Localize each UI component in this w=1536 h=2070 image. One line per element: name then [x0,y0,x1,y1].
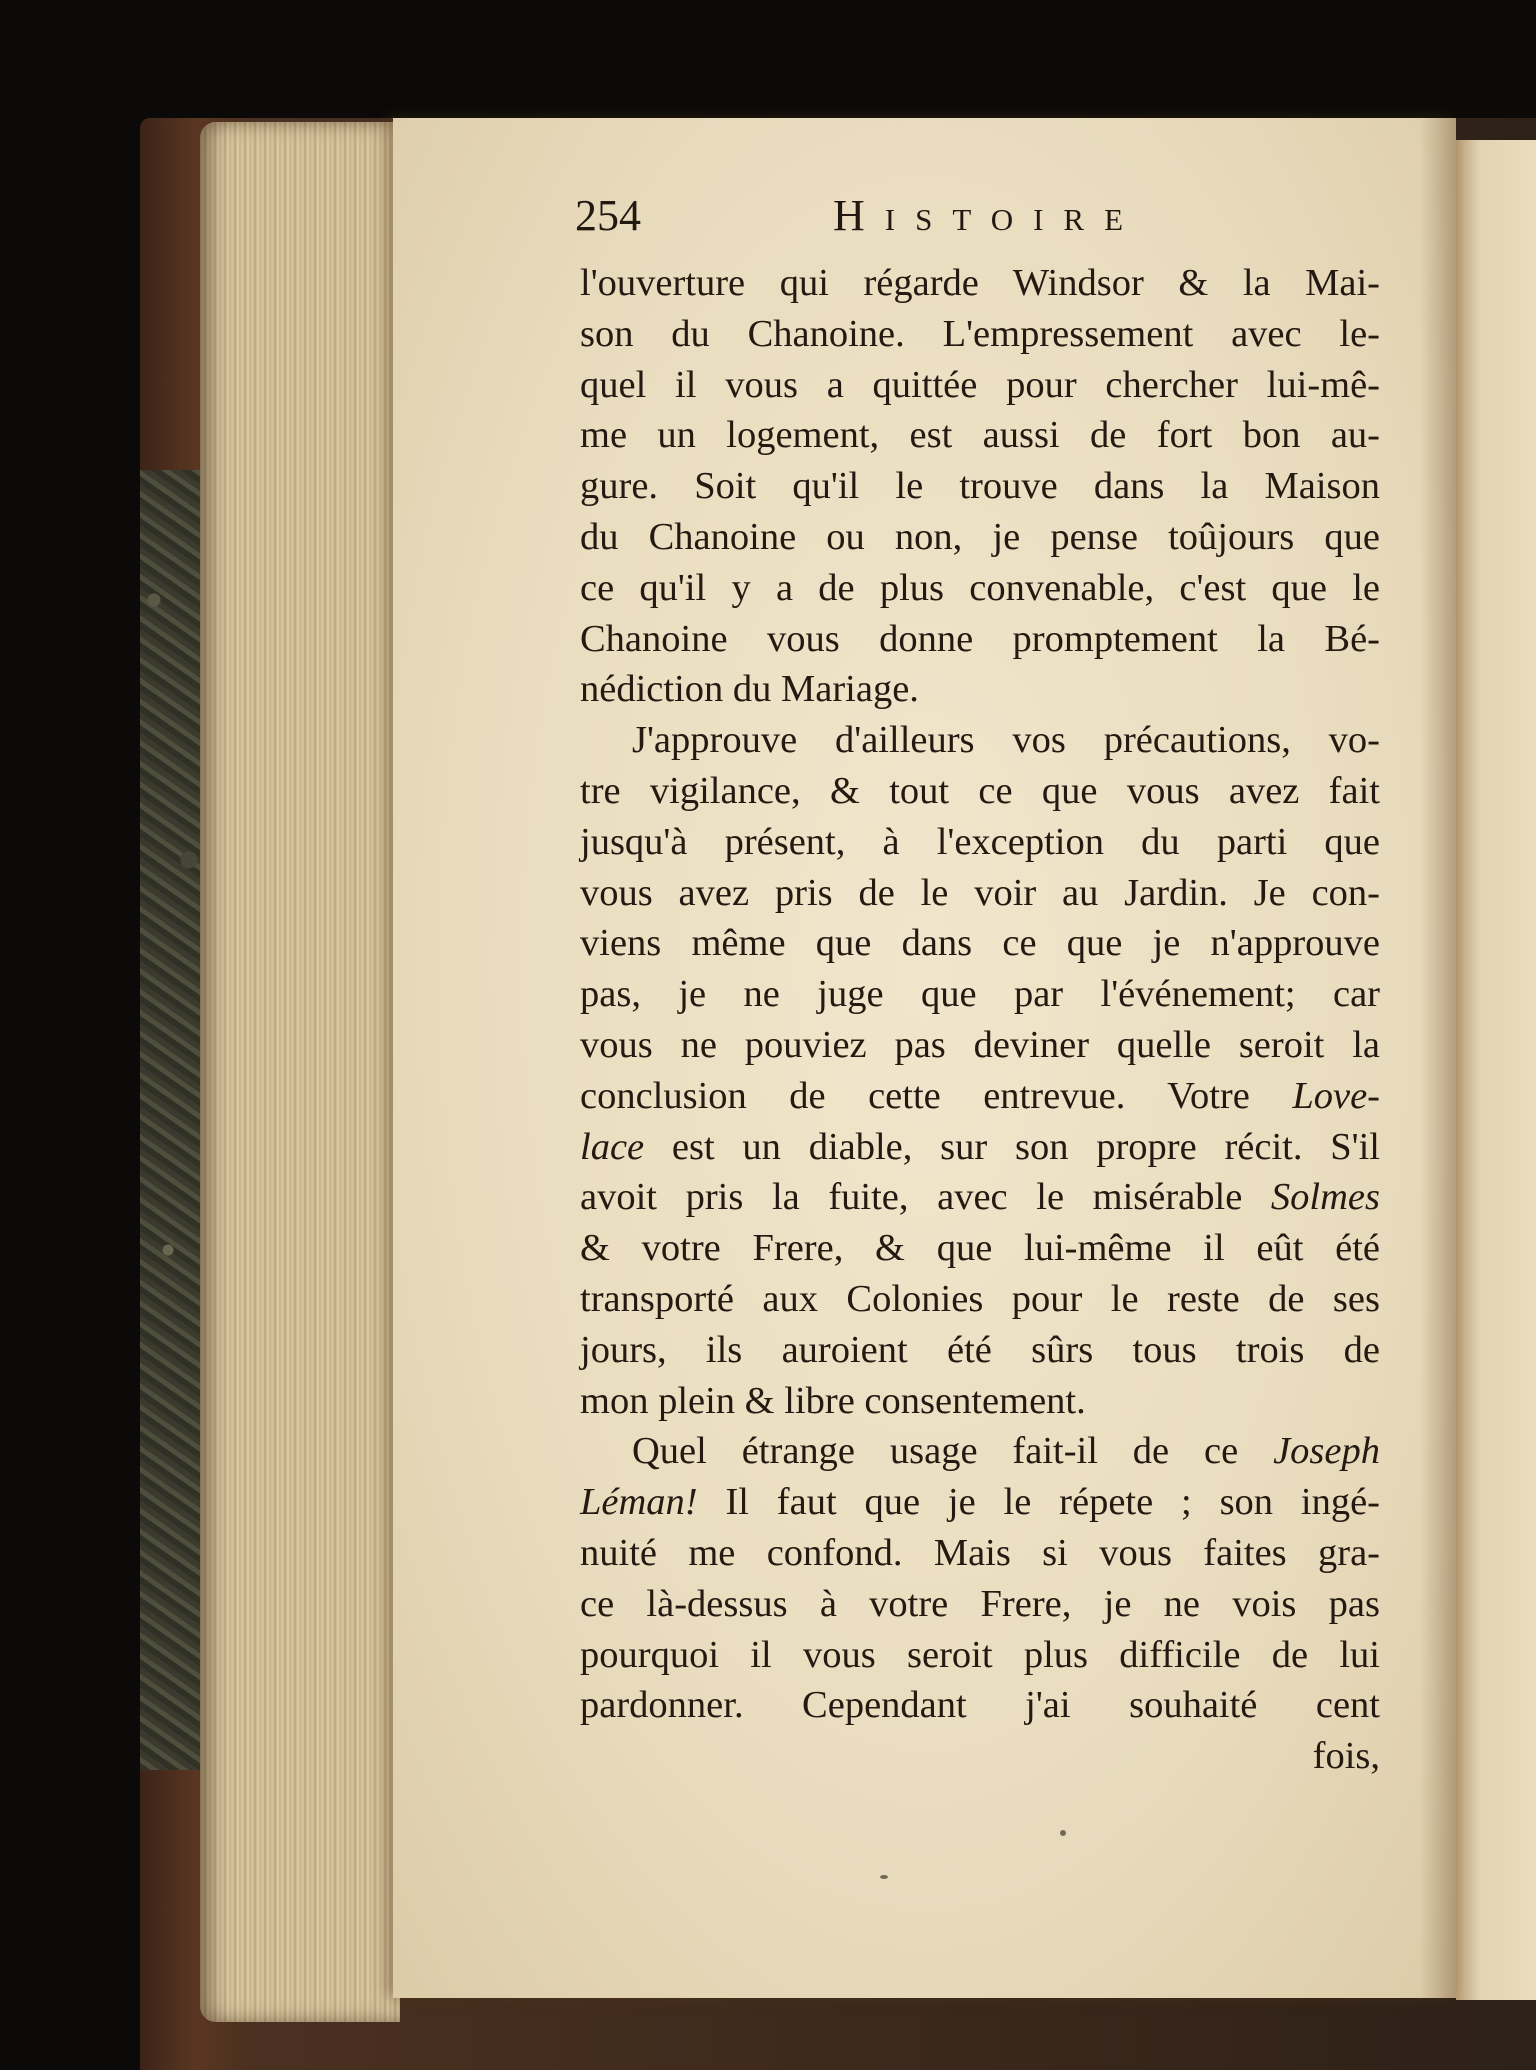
text-line: nuité me confond. Mais si vous faites gra- [580,1531,1380,1574]
text-segment: est un diable, sur son propre récit. S'il [644,1125,1380,1168]
text-line: pardonner. Cependant j'ai souhaité cent [580,1684,1380,1727]
text-line: ce qu'il y a de plus convenable, c'est que le [580,566,1380,609]
italic-name: Love- [1292,1074,1380,1117]
text-line: l'ouverture qui régarde Windsor & la Mai- [580,262,1380,304]
page-number: 254 [575,191,641,240]
paper-spot [880,1875,888,1879]
text-line: jours, ils auroient été sûrs tous trois de [580,1328,1380,1371]
text-line: J'approuve d'ailleurs vos précautions, vo- [632,719,1380,762]
text-line: tre vigilance, & tout ce que vous avez fait [580,769,1380,812]
italic-name: Solmes [1270,1176,1380,1219]
catchword: fois, [1312,1735,1380,1778]
text-line: du Chanoine ou non, je pense toûjours que [580,515,1380,558]
paper-spot [1060,1830,1066,1836]
page-edges [200,122,400,2022]
text-segment: Il faut que je le répete ; son ingé- [697,1481,1380,1524]
text-segment: Quel étrange usage fait-il de ce [632,1430,1274,1473]
italic-name: Léman! [580,1481,698,1524]
text-line: transporté aux Colonies pour le reste de ses [580,1277,1380,1320]
text-line: nédiction du Mariage. [580,668,919,711]
page-gutter [1420,118,1456,1998]
facing-page-edge [1456,140,1536,2000]
text-line: ce là-dessus à votre Frere, je ne vois pas [580,1582,1380,1625]
text-line [580,1122,1380,1173]
page-body-text [580,258,1380,1782]
text-line: pourquoi il vous seroit plus difficile de lui [580,1633,1380,1676]
text-line: & votre Frere, & que lui-même il eût été [580,1227,1380,1270]
italic-name: lace [580,1125,645,1168]
text-line: vous avez pris de le voir au Jardin. Je con- [580,871,1380,914]
text-segment: conclusion de cette entrevue. Votre [580,1074,1293,1117]
running-header [575,190,1144,250]
text-line: me un logement, est aussi de fort bon au- [580,414,1380,457]
text-line: pas, je ne juge que par l'événement; car [580,973,1380,1016]
text-line: vous ne pouviez pas deviner quelle seroit la [580,1023,1380,1066]
running-title: Histoire [833,191,1144,240]
text-line: jusqu'à présent, à l'exception du parti que [580,820,1380,863]
italic-name: Joseph [1273,1430,1380,1473]
text-line: Chanoine vous donne promptement la Bé- [580,617,1380,660]
text-line: quel il vous a quittée pour chercher lui-mê- [580,363,1380,406]
text-segment: avoit pris la fuite, avec le misérable [580,1176,1271,1219]
text-line [580,1071,1380,1122]
text-line: mon plein & libre consentement. [580,1379,1086,1422]
text-line: son du Chanoine. L'empressement avec le- [580,312,1380,355]
text-line [580,1172,1380,1223]
text-line: viens même que dans ce que je n'approuve [580,922,1380,965]
text-line [580,1426,1380,1477]
text-line: gure. Soit qu'il le trouve dans la Maison [580,465,1380,508]
text-line [580,1477,1380,1528]
